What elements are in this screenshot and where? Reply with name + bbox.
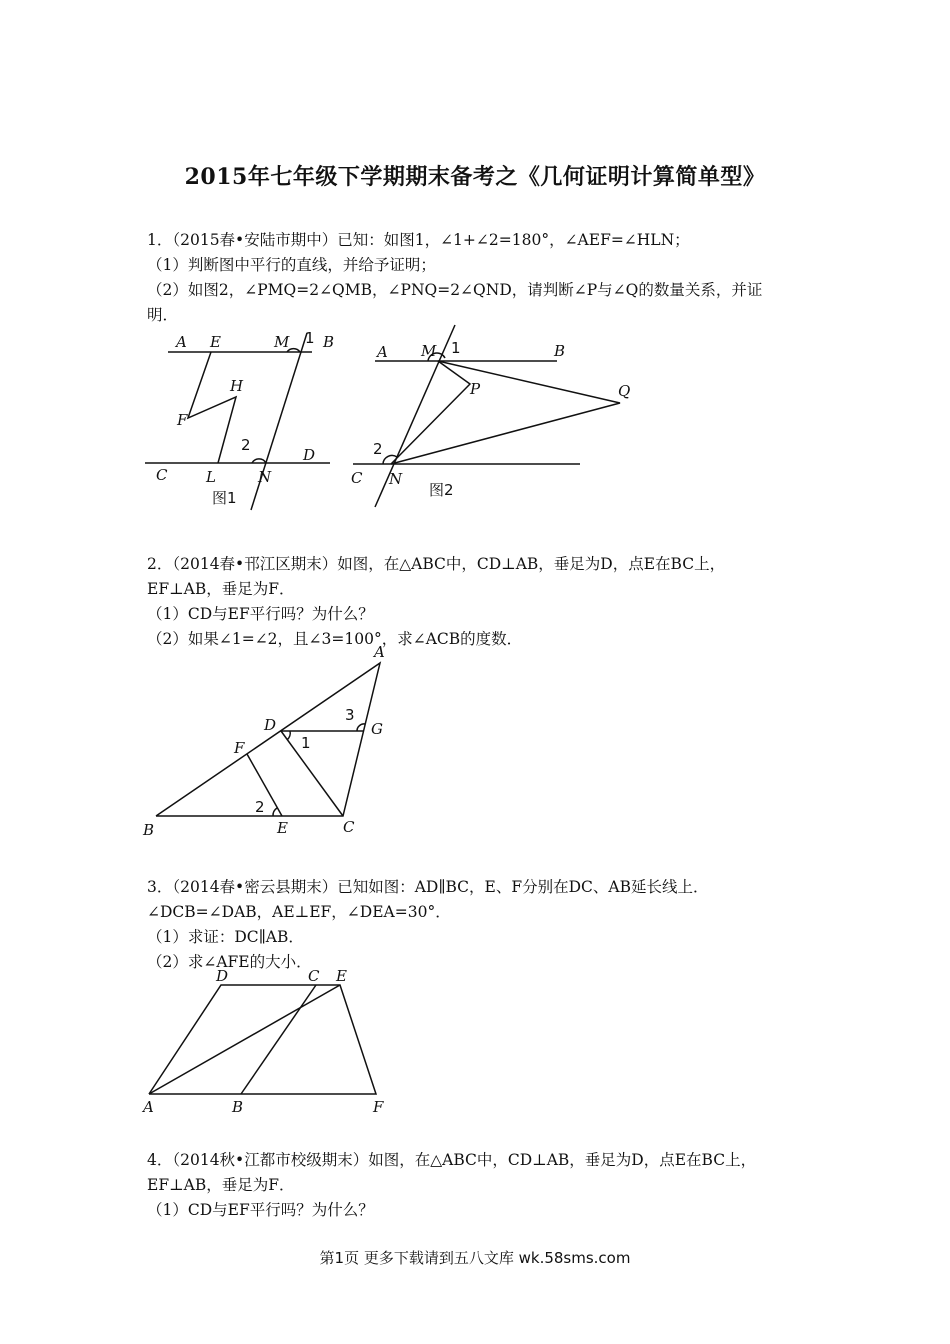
label-N: N <box>258 468 272 486</box>
q2-line-3: （1）CD与EF平行吗？为什么？ <box>147 605 374 623</box>
q1-figure-2 <box>345 320 645 515</box>
label-L: L <box>206 468 216 486</box>
label-H: H <box>230 377 244 395</box>
label-angle-1: 1 <box>451 339 461 357</box>
page-title: 2015年七年级下学期期末备考之《几何证明计算简单型》 <box>184 164 766 190</box>
label-B: B <box>143 821 155 839</box>
label-G: G <box>371 720 383 738</box>
q1-line-2: （1）判断图中平行的直线，并给予证明； <box>147 256 436 274</box>
angle-2-arc <box>273 808 277 816</box>
label-C: C <box>351 469 363 487</box>
label-D: D <box>264 716 277 734</box>
q3-line-3: （1）求证：DC∥AB． <box>147 928 304 946</box>
label-B: B <box>554 342 566 360</box>
label-angle-1: 1 <box>305 329 315 347</box>
polyline-m-q-n <box>391 361 620 464</box>
label-C: C <box>343 818 355 836</box>
page-footer: 第1页 更多下载请到五八文库 wk.58sms.com <box>319 1249 631 1267</box>
label-N: N <box>389 470 403 488</box>
trapezoid-adef <box>149 985 376 1094</box>
label-A: A <box>374 643 385 661</box>
q3-figure <box>140 965 400 1120</box>
label-F: F <box>234 739 245 757</box>
q3-line-2: ∠DCB=∠DAB，AE⊥EF，∠DEA=30°． <box>147 903 451 921</box>
triangle-abc <box>156 663 380 816</box>
label-F: F <box>177 411 188 429</box>
q2-line-1: 2．（2014春•邗江区期末）如图，在△ABC中，CD⊥AB，垂足为D，点E在BC上， <box>147 555 726 573</box>
segment-cd <box>281 731 343 816</box>
angle-1-arc <box>287 731 290 740</box>
caption-figure-2: 图2 <box>429 481 454 499</box>
q1-line-4: 明． <box>147 306 179 324</box>
label-Q: Q <box>618 382 631 400</box>
label-angle-3: 3 <box>345 706 355 724</box>
label-F: F <box>373 1098 384 1116</box>
label-C: C <box>156 466 168 484</box>
label-M: M <box>274 333 290 351</box>
label-angle-2: 2 <box>373 440 383 458</box>
q2-figure <box>140 640 400 840</box>
label-E: E <box>336 967 347 985</box>
label-P: P <box>470 380 481 398</box>
label-B: B <box>323 333 335 351</box>
label-D: D <box>216 967 229 985</box>
q2-line-4: （2）如果∠1=∠2，且∠3=100°，求∠ACB的度数． <box>147 630 523 648</box>
segment-bc <box>241 985 316 1094</box>
label-B: B <box>232 1098 244 1116</box>
q1-line-3: （2）如图2，∠PMQ=2∠QMB，∠PNQ=2∠QND，请判断∠P与∠Q的数量关系，并证 <box>147 281 763 299</box>
q3-line-1: 3．（2014春•密云县期末）已知如图：AD∥BC，E、F分别在DC、AB延长线上． <box>147 878 709 896</box>
label-E: E <box>210 333 221 351</box>
q4-line-1: 4．（2014秋•江都市校级期末）如图，在△ABC中，CD⊥AB，垂足为D，点E在BC上， <box>147 1151 757 1169</box>
segment-ae <box>149 985 340 1094</box>
q3-line-4: （2）求∠AFE的大小． <box>147 953 312 971</box>
label-angle-2: 2 <box>241 436 251 454</box>
q2-line-2: EF⊥AB，垂足为F． <box>147 580 295 598</box>
label-angle-2: 2 <box>255 798 265 816</box>
label-M: M <box>421 342 437 360</box>
q1-figure-1 <box>140 325 355 515</box>
label-C: C <box>308 967 320 985</box>
label-A: A <box>143 1098 154 1116</box>
q4-line-3: （1）CD与EF平行吗？为什么？ <box>147 1201 374 1219</box>
label-A: A <box>176 333 187 351</box>
caption-figure-1: 图1 <box>212 489 237 507</box>
label-angle-1: 1 <box>301 734 311 752</box>
label-D: D <box>303 446 316 464</box>
polyline-e-f-h-l <box>188 352 236 463</box>
q1-line-1: 1．（2015春•安陆市期中）已知：如图1，∠1+∠2=180°，∠AEF=∠HLN； <box>147 231 690 249</box>
polyline-m-p-n <box>391 361 470 464</box>
label-A: A <box>377 343 388 361</box>
q4-line-2: EF⊥AB，垂足为F． <box>147 1176 295 1194</box>
label-E: E <box>277 819 288 837</box>
